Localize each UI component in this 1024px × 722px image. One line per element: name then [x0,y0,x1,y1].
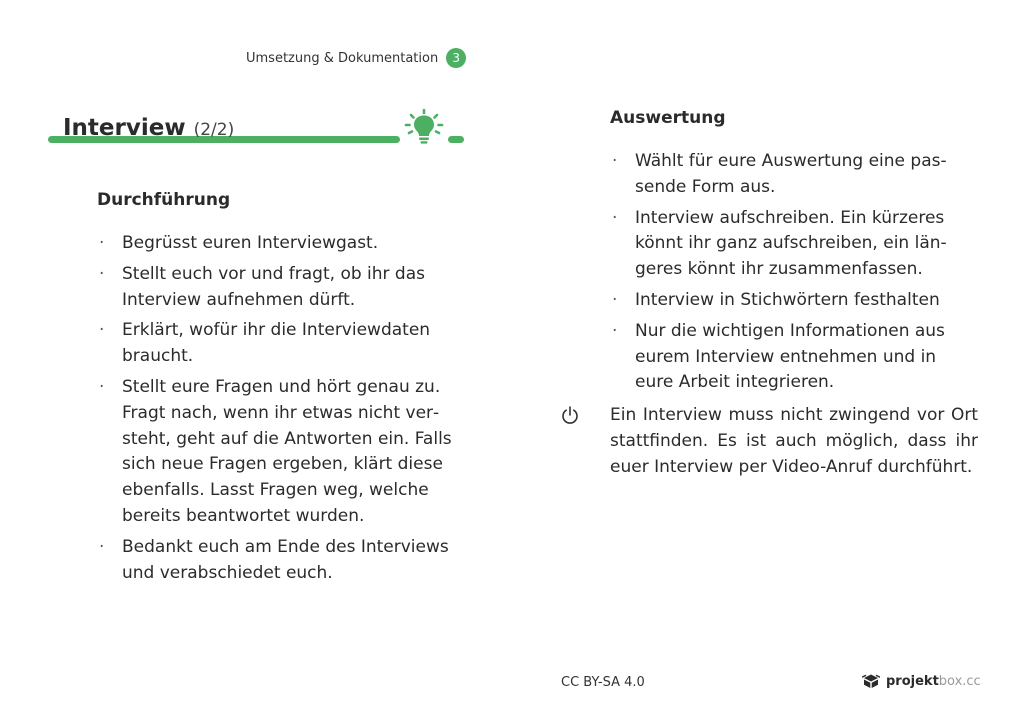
page-title-main: Interview [63,115,186,141]
page-title [63,115,234,141]
list-item: · Wählt für eure Auswertung eine passende Form aus. [610,149,955,201]
list-item: · Stellt euch vor und fragt, ob ihr das Interview aufnehmen dürft. [97,262,467,314]
brand-logo [862,673,981,689]
chapter-label: Umsetzung & Dokumentation [246,50,439,66]
section-heading-durchfuehrung: Durchführung [97,190,231,210]
power-icon [561,405,579,425]
list-item: · Stellt eure Fragen und hört genau zu. Fragt nach, wenn ihr etwas nicht versteht, geht auf die Antworten ein. Falls sich neue Fragen ergeben, klärt diese ebenfalls. Lasst Fragen weg, welche bereits beantwortet wurden. [97,375,467,530]
box-logo-icon [862,673,880,689]
durchfuehrung-list [97,231,467,586]
page-title-sub: (2/2) [193,120,235,140]
brand-name-bold: projekt [886,673,939,689]
license-label: CC BY-SA 4.0 [561,675,645,690]
title-underline-dash [448,136,464,143]
section-heading-auswertung: Auswertung [610,108,726,128]
left-column-durchfuehrung [97,188,467,591]
list-item: · Begrüsst euren Interviewgast. [97,231,467,257]
chapter-header [246,48,466,68]
list-item: · Interview aufschreiben. Ein kürzeres könnt ihr ganz aufschreiben, ein längeres könnt ihr zusammenfassen. [610,206,955,283]
auswertung-list [610,149,980,396]
list-item: · Bedankt euch am Ende des Interviews und verabschiedet euch. [97,535,467,587]
list-item: · Erklärt, wofür ihr die Interviewdaten braucht. [97,318,467,370]
chapter-number-badge: 3 [446,48,466,68]
brand-name-light: box.cc [938,673,981,689]
list-item: · Nur die wichtigen Informationen aus eurem Interview entnehmen und in eure Arbeit integrieren. [610,319,955,396]
lightbulb-icon [403,108,445,146]
list-item: · Interview in Stichwörtern festhalten [610,288,955,314]
note-text: Ein Interview muss nicht zwingend vor Ort stattfinden. Es ist auch möglich, dass ihr euer Interview per Video-Anruf durchführt. [610,405,978,477]
right-column-auswertung [610,106,980,401]
